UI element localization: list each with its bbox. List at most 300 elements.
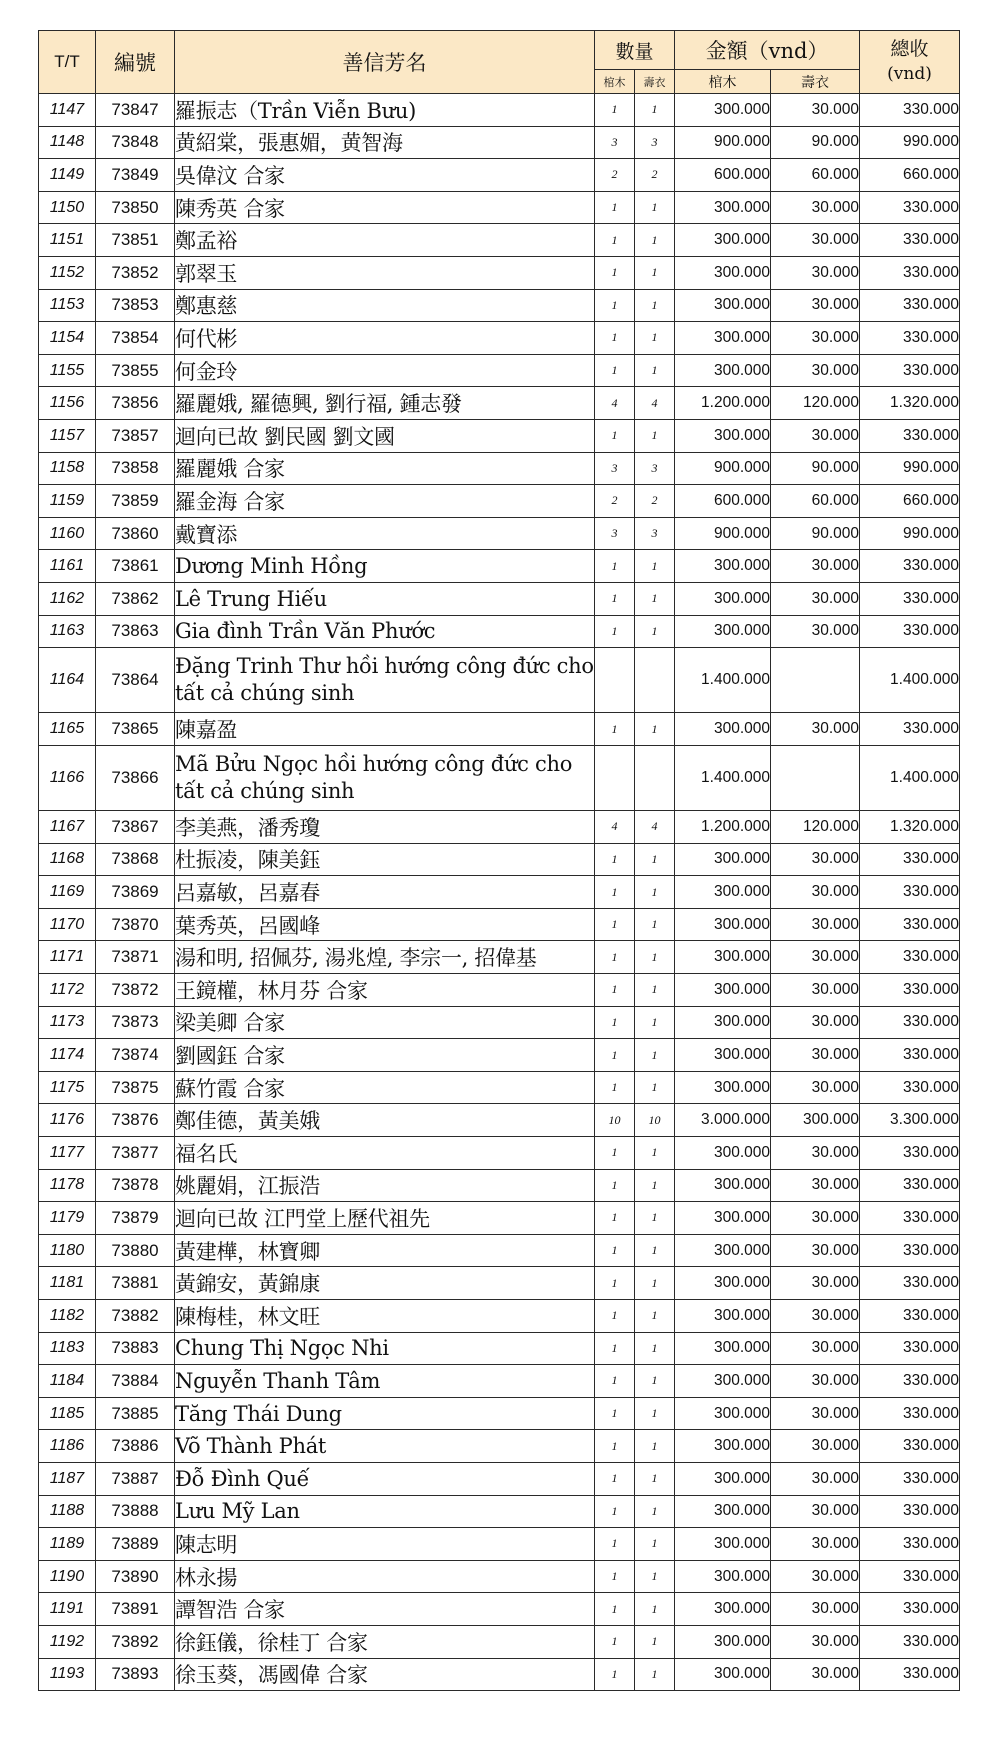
row-amount-coffin: 300.000 bbox=[675, 94, 771, 127]
row-code: 73880 bbox=[96, 1234, 175, 1267]
table-row bbox=[39, 1658, 960, 1691]
table-row bbox=[39, 1462, 960, 1495]
row-amount-shroud: 30.000 bbox=[771, 843, 860, 876]
row-amount-shroud: 30.000 bbox=[771, 1462, 860, 1495]
row-donor-name: Gia đình Trần Văn Phước bbox=[175, 615, 595, 648]
row-amount-shroud: 30.000 bbox=[771, 713, 860, 746]
row-donor-name: 戴寶添 bbox=[175, 517, 595, 550]
row-donor-name: 林永揚 bbox=[175, 1560, 595, 1593]
row-number: 1191 bbox=[39, 1593, 96, 1626]
row-total: 3.300.000 bbox=[860, 1104, 960, 1137]
row-donor-name: 呂嘉敏，呂嘉春 bbox=[175, 876, 595, 909]
row-qty-shroud: 1 bbox=[635, 256, 675, 289]
row-qty-coffin: 2 bbox=[595, 159, 635, 192]
row-amount-shroud: 30.000 bbox=[771, 1137, 860, 1170]
row-donor-name: Chung Thị Ngọc Nhi bbox=[175, 1332, 595, 1365]
row-donor-name: 姚麗娟，江振浩 bbox=[175, 1169, 595, 1202]
row-donor-name: 葉秀英，呂國峰 bbox=[175, 908, 595, 941]
table-row bbox=[39, 517, 960, 550]
row-amount-coffin: 300.000 bbox=[675, 1006, 771, 1039]
row-qty-shroud: 1 bbox=[635, 1234, 675, 1267]
row-donor-name: 福名氏 bbox=[175, 1137, 595, 1170]
row-total: 330.000 bbox=[860, 419, 960, 452]
row-qty-shroud: 1 bbox=[635, 1658, 675, 1691]
row-qty-shroud: 1 bbox=[635, 1528, 675, 1561]
row-qty-coffin: 1 bbox=[595, 354, 635, 387]
donation-sheet bbox=[38, 30, 959, 1691]
row-qty-shroud: 1 bbox=[635, 582, 675, 615]
row-donor-name: Mã Bửu Ngọc hồi hướng công đức cho tất cả chúng sinh bbox=[175, 745, 595, 810]
row-qty-coffin: 3 bbox=[595, 126, 635, 159]
row-qty-coffin: 4 bbox=[595, 387, 635, 420]
row-qty-shroud: 1 bbox=[635, 941, 675, 974]
row-code: 73874 bbox=[96, 1039, 175, 1072]
row-donor-name: 陳嘉盈 bbox=[175, 713, 595, 746]
row-code: 73885 bbox=[96, 1397, 175, 1430]
row-donor-name: 李美燕，潘秀瓊 bbox=[175, 811, 595, 844]
row-amount-shroud: 30.000 bbox=[771, 1234, 860, 1267]
row-code: 73852 bbox=[96, 256, 175, 289]
row-donor-name: 王鏡權，林月芬 合家 bbox=[175, 974, 595, 1007]
row-amount-shroud: 60.000 bbox=[771, 159, 860, 192]
row-amount-coffin: 300.000 bbox=[675, 843, 771, 876]
row-amount-coffin: 300.000 bbox=[675, 1365, 771, 1398]
row-donor-name: 梁美卿 合家 bbox=[175, 1006, 595, 1039]
row-amount-shroud: 30.000 bbox=[771, 1169, 860, 1202]
row-code: 73878 bbox=[96, 1169, 175, 1202]
row-qty-coffin: 1 bbox=[595, 1332, 635, 1365]
row-donor-name: Võ Thành Phát bbox=[175, 1430, 595, 1463]
row-code: 73876 bbox=[96, 1104, 175, 1137]
row-number: 1176 bbox=[39, 1104, 96, 1137]
row-qty-coffin: 1 bbox=[595, 1169, 635, 1202]
row-amount-coffin: 300.000 bbox=[675, 1202, 771, 1235]
subheader-qty-shroud: 壽衣 bbox=[635, 70, 675, 94]
row-qty-coffin: 1 bbox=[595, 1267, 635, 1300]
table-row bbox=[39, 811, 960, 844]
row-amount-shroud: 30.000 bbox=[771, 550, 860, 583]
table-row bbox=[39, 1365, 960, 1398]
row-total: 990.000 bbox=[860, 126, 960, 159]
row-qty-shroud: 1 bbox=[635, 1560, 675, 1593]
table-row bbox=[39, 289, 960, 322]
row-total: 330.000 bbox=[860, 322, 960, 355]
row-amount-shroud: 30.000 bbox=[771, 1397, 860, 1430]
row-qty-shroud: 1 bbox=[635, 876, 675, 909]
row-qty-shroud: 1 bbox=[635, 94, 675, 127]
donation-table bbox=[38, 30, 960, 1691]
row-number: 1186 bbox=[39, 1430, 96, 1463]
row-donor-name: Đặng Trinh Thư hồi hướng công đức cho tất cả chúng sinh bbox=[175, 648, 595, 713]
row-total: 1.400.000 bbox=[860, 745, 960, 810]
table-row bbox=[39, 322, 960, 355]
header-quantity: 數量 bbox=[595, 31, 675, 70]
table-row bbox=[39, 1104, 960, 1137]
row-amount-coffin: 300.000 bbox=[675, 191, 771, 224]
row-amount-shroud: 30.000 bbox=[771, 941, 860, 974]
row-code: 73889 bbox=[96, 1528, 175, 1561]
row-code: 73850 bbox=[96, 191, 175, 224]
row-code: 73868 bbox=[96, 843, 175, 876]
row-total: 330.000 bbox=[860, 256, 960, 289]
row-qty-shroud: 3 bbox=[635, 452, 675, 485]
row-donor-name: Đỗ Đình Quế bbox=[175, 1462, 595, 1495]
row-amount-coffin: 1.200.000 bbox=[675, 811, 771, 844]
row-qty-shroud: 1 bbox=[635, 1039, 675, 1072]
row-total: 1.400.000 bbox=[860, 648, 960, 713]
row-amount-shroud: 90.000 bbox=[771, 517, 860, 550]
row-amount-shroud: 30.000 bbox=[771, 908, 860, 941]
table-row bbox=[39, 191, 960, 224]
row-amount-shroud: 30.000 bbox=[771, 224, 860, 257]
row-donor-name: 黃建樺，林寶卿 bbox=[175, 1234, 595, 1267]
row-qty-shroud: 1 bbox=[635, 1332, 675, 1365]
row-qty-shroud: 1 bbox=[635, 1625, 675, 1658]
table-row bbox=[39, 876, 960, 909]
row-donor-name: 羅振志（Trần Viễn Bưu) bbox=[175, 94, 595, 127]
row-qty-coffin: 1 bbox=[595, 419, 635, 452]
row-qty-coffin: 1 bbox=[595, 1365, 635, 1398]
row-amount-coffin: 300.000 bbox=[675, 1560, 771, 1593]
row-number: 1189 bbox=[39, 1528, 96, 1561]
table-row bbox=[39, 745, 960, 810]
table-row bbox=[39, 485, 960, 518]
header-total-line2: (vnd) bbox=[887, 64, 932, 84]
row-total: 330.000 bbox=[860, 550, 960, 583]
table-row bbox=[39, 354, 960, 387]
row-code: 73856 bbox=[96, 387, 175, 420]
row-qty-coffin: 1 bbox=[595, 1625, 635, 1658]
row-donor-name: Lưu Mỹ Lan bbox=[175, 1495, 595, 1528]
row-amount-shroud: 30.000 bbox=[771, 1625, 860, 1658]
row-donor-name: 徐鈺儀，徐桂丁 合家 bbox=[175, 1625, 595, 1658]
row-number: 1151 bbox=[39, 224, 96, 257]
row-code: 73851 bbox=[96, 224, 175, 257]
table-row bbox=[39, 615, 960, 648]
row-amount-shroud: 30.000 bbox=[771, 1202, 860, 1235]
row-qty-coffin: 1 bbox=[595, 1560, 635, 1593]
row-amount-coffin: 600.000 bbox=[675, 159, 771, 192]
row-donor-name: 鄭惠慈 bbox=[175, 289, 595, 322]
row-qty-coffin: 1 bbox=[595, 1202, 635, 1235]
row-qty-coffin: 1 bbox=[595, 1658, 635, 1691]
row-total: 330.000 bbox=[860, 876, 960, 909]
row-total: 330.000 bbox=[860, 1397, 960, 1430]
row-number: 1190 bbox=[39, 1560, 96, 1593]
row-total: 330.000 bbox=[860, 1169, 960, 1202]
row-amount-coffin: 300.000 bbox=[675, 1658, 771, 1691]
row-qty-coffin: 1 bbox=[595, 615, 635, 648]
row-qty-coffin: 1 bbox=[595, 94, 635, 127]
row-amount-shroud: 30.000 bbox=[771, 419, 860, 452]
row-amount-coffin: 3.000.000 bbox=[675, 1104, 771, 1137]
table-row bbox=[39, 1430, 960, 1463]
row-donor-name: 羅金海 合家 bbox=[175, 485, 595, 518]
row-code: 73881 bbox=[96, 1267, 175, 1300]
row-number: 1171 bbox=[39, 941, 96, 974]
row-amount-coffin: 300.000 bbox=[675, 1625, 771, 1658]
row-qty-shroud: 1 bbox=[635, 1495, 675, 1528]
row-amount-shroud: 30.000 bbox=[771, 191, 860, 224]
row-code: 73893 bbox=[96, 1658, 175, 1691]
row-qty-coffin: 2 bbox=[595, 485, 635, 518]
row-qty-coffin: 1 bbox=[595, 876, 635, 909]
row-amount-coffin: 300.000 bbox=[675, 1267, 771, 1300]
row-amount-shroud: 90.000 bbox=[771, 126, 860, 159]
row-qty-coffin: 1 bbox=[595, 713, 635, 746]
row-number: 1148 bbox=[39, 126, 96, 159]
row-qty-coffin: 1 bbox=[595, 1528, 635, 1561]
row-number: 1188 bbox=[39, 1495, 96, 1528]
row-qty-shroud: 1 bbox=[635, 974, 675, 1007]
row-amount-coffin: 300.000 bbox=[675, 582, 771, 615]
row-code: 73863 bbox=[96, 615, 175, 648]
row-amount-shroud: 300.000 bbox=[771, 1104, 860, 1137]
row-amount-shroud: 30.000 bbox=[771, 1593, 860, 1626]
table-row bbox=[39, 1528, 960, 1561]
table-row bbox=[39, 1397, 960, 1430]
row-amount-shroud: 30.000 bbox=[771, 1658, 860, 1691]
row-number: 1178 bbox=[39, 1169, 96, 1202]
row-amount-coffin: 1.400.000 bbox=[675, 648, 771, 713]
row-total: 330.000 bbox=[860, 1430, 960, 1463]
row-total: 330.000 bbox=[860, 1560, 960, 1593]
row-code: 73890 bbox=[96, 1560, 175, 1593]
row-code: 73855 bbox=[96, 354, 175, 387]
row-number: 1192 bbox=[39, 1625, 96, 1658]
header-amount: 金額（vnd） bbox=[675, 31, 860, 70]
row-number: 1147 bbox=[39, 94, 96, 127]
row-number: 1165 bbox=[39, 713, 96, 746]
row-donor-name: 譚智浩 合家 bbox=[175, 1593, 595, 1626]
row-qty-shroud: 1 bbox=[635, 908, 675, 941]
table-row bbox=[39, 1593, 960, 1626]
row-code: 73882 bbox=[96, 1299, 175, 1332]
row-number: 1185 bbox=[39, 1397, 96, 1430]
table-row bbox=[39, 1169, 960, 1202]
row-qty-shroud: 1 bbox=[635, 191, 675, 224]
table-row bbox=[39, 1234, 960, 1267]
row-number: 1177 bbox=[39, 1137, 96, 1170]
row-total: 330.000 bbox=[860, 289, 960, 322]
row-total: 330.000 bbox=[860, 1137, 960, 1170]
row-total: 660.000 bbox=[860, 159, 960, 192]
row-amount-shroud: 30.000 bbox=[771, 1039, 860, 1072]
row-amount-coffin: 300.000 bbox=[675, 1234, 771, 1267]
table-row bbox=[39, 1137, 960, 1170]
row-donor-name: Tăng Thái Dung bbox=[175, 1397, 595, 1430]
table-row bbox=[39, 941, 960, 974]
row-amount-shroud: 30.000 bbox=[771, 1006, 860, 1039]
table-row bbox=[39, 126, 960, 159]
row-qty-coffin: 1 bbox=[595, 1039, 635, 1072]
row-qty-coffin: 1 bbox=[595, 322, 635, 355]
row-qty-shroud: 4 bbox=[635, 387, 675, 420]
row-code: 73849 bbox=[96, 159, 175, 192]
row-total: 330.000 bbox=[860, 224, 960, 257]
table-row bbox=[39, 94, 960, 127]
row-number: 1173 bbox=[39, 1006, 96, 1039]
row-qty-coffin: 1 bbox=[595, 1299, 635, 1332]
row-qty-coffin: 3 bbox=[595, 517, 635, 550]
row-code: 73847 bbox=[96, 94, 175, 127]
row-number: 1152 bbox=[39, 256, 96, 289]
row-donor-name: 劉國鈺 合家 bbox=[175, 1039, 595, 1072]
row-total: 990.000 bbox=[860, 452, 960, 485]
table-row bbox=[39, 1495, 960, 1528]
row-number: 1157 bbox=[39, 419, 96, 452]
row-code: 73866 bbox=[96, 745, 175, 810]
row-amount-shroud: 30.000 bbox=[771, 256, 860, 289]
row-number: 1161 bbox=[39, 550, 96, 583]
row-total: 660.000 bbox=[860, 485, 960, 518]
row-qty-coffin: 1 bbox=[595, 1137, 635, 1170]
row-amount-shroud: 30.000 bbox=[771, 322, 860, 355]
row-qty-shroud: 1 bbox=[635, 1267, 675, 1300]
table-row bbox=[39, 1267, 960, 1300]
row-amount-coffin: 1.400.000 bbox=[675, 745, 771, 810]
row-donor-name: 何代彬 bbox=[175, 322, 595, 355]
row-amount-coffin: 300.000 bbox=[675, 224, 771, 257]
row-amount-coffin: 300.000 bbox=[675, 974, 771, 1007]
row-qty-shroud: 2 bbox=[635, 159, 675, 192]
row-qty-shroud: 2 bbox=[635, 485, 675, 518]
subheader-qty-coffin: 棺木 bbox=[595, 70, 635, 94]
table-row bbox=[39, 1299, 960, 1332]
row-code: 73879 bbox=[96, 1202, 175, 1235]
table-row bbox=[39, 159, 960, 192]
row-qty-coffin: 4 bbox=[595, 811, 635, 844]
row-amount-coffin: 300.000 bbox=[675, 908, 771, 941]
row-total: 330.000 bbox=[860, 713, 960, 746]
table-row bbox=[39, 843, 960, 876]
row-code: 73884 bbox=[96, 1365, 175, 1398]
row-code: 73853 bbox=[96, 289, 175, 322]
table-row bbox=[39, 648, 960, 713]
row-amount-shroud: 30.000 bbox=[771, 94, 860, 127]
row-code: 73860 bbox=[96, 517, 175, 550]
row-donor-name: 鄭佳德，黃美娥 bbox=[175, 1104, 595, 1137]
row-amount-shroud: 120.000 bbox=[771, 811, 860, 844]
row-donor-name: 杜振凌，陳美鈺 bbox=[175, 843, 595, 876]
row-number: 1184 bbox=[39, 1365, 96, 1398]
row-number: 1166 bbox=[39, 745, 96, 810]
row-amount-shroud: 30.000 bbox=[771, 1267, 860, 1300]
row-qty-shroud: 3 bbox=[635, 517, 675, 550]
table-row bbox=[39, 908, 960, 941]
row-amount-coffin: 300.000 bbox=[675, 1039, 771, 1072]
row-total: 330.000 bbox=[860, 191, 960, 224]
table-row bbox=[39, 1039, 960, 1072]
row-qty-shroud bbox=[635, 648, 675, 713]
row-code: 73857 bbox=[96, 419, 175, 452]
row-number: 1179 bbox=[39, 1202, 96, 1235]
row-total: 1.320.000 bbox=[860, 811, 960, 844]
row-number: 1149 bbox=[39, 159, 96, 192]
header-name: 善信芳名 bbox=[175, 31, 595, 94]
row-total: 330.000 bbox=[860, 354, 960, 387]
row-amount-shroud: 30.000 bbox=[771, 582, 860, 615]
row-code: 73854 bbox=[96, 322, 175, 355]
row-amount-shroud bbox=[771, 745, 860, 810]
row-amount-shroud: 30.000 bbox=[771, 1495, 860, 1528]
row-qty-shroud: 1 bbox=[635, 322, 675, 355]
row-amount-coffin: 300.000 bbox=[675, 322, 771, 355]
header-code: 編號 bbox=[96, 31, 175, 94]
row-amount-shroud: 30.000 bbox=[771, 1299, 860, 1332]
table-row bbox=[39, 452, 960, 485]
row-number: 1153 bbox=[39, 289, 96, 322]
row-number: 1181 bbox=[39, 1267, 96, 1300]
row-qty-coffin: 10 bbox=[595, 1104, 635, 1137]
row-qty-shroud: 1 bbox=[635, 1169, 675, 1202]
table-row bbox=[39, 974, 960, 1007]
row-code: 73862 bbox=[96, 582, 175, 615]
row-amount-shroud: 30.000 bbox=[771, 1528, 860, 1561]
row-amount-shroud: 90.000 bbox=[771, 452, 860, 485]
row-number: 1180 bbox=[39, 1234, 96, 1267]
row-qty-shroud: 1 bbox=[635, 1365, 675, 1398]
row-qty-coffin: 1 bbox=[595, 289, 635, 322]
row-donor-name: 湯和明, 招佩芬, 湯兆煌, 李宗一, 招偉基 bbox=[175, 941, 595, 974]
row-number: 1168 bbox=[39, 843, 96, 876]
row-donor-name: 吳偉汶 合家 bbox=[175, 159, 595, 192]
row-qty-shroud: 1 bbox=[635, 550, 675, 583]
row-donor-name: 羅麗娥, 羅德興, 劉行福, 鍾志發 bbox=[175, 387, 595, 420]
table-row bbox=[39, 1202, 960, 1235]
row-total: 330.000 bbox=[860, 1332, 960, 1365]
row-qty-coffin: 1 bbox=[595, 1071, 635, 1104]
row-qty-coffin: 1 bbox=[595, 974, 635, 1007]
row-qty-coffin: 1 bbox=[595, 1397, 635, 1430]
row-qty-coffin bbox=[595, 648, 635, 713]
row-total: 330.000 bbox=[860, 1365, 960, 1398]
row-amount-coffin: 300.000 bbox=[675, 1137, 771, 1170]
row-code: 73869 bbox=[96, 876, 175, 909]
row-amount-coffin: 300.000 bbox=[675, 1071, 771, 1104]
row-code: 73886 bbox=[96, 1430, 175, 1463]
row-qty-shroud: 1 bbox=[635, 419, 675, 452]
row-code: 73848 bbox=[96, 126, 175, 159]
row-code: 73867 bbox=[96, 811, 175, 844]
row-qty-coffin: 1 bbox=[595, 224, 635, 257]
row-donor-name: 黃錦安，黃錦康 bbox=[175, 1267, 595, 1300]
table-row bbox=[39, 1560, 960, 1593]
row-amount-shroud: 30.000 bbox=[771, 615, 860, 648]
row-amount-shroud: 30.000 bbox=[771, 1430, 860, 1463]
table-row bbox=[39, 1006, 960, 1039]
row-amount-coffin: 300.000 bbox=[675, 876, 771, 909]
row-qty-shroud: 1 bbox=[635, 1299, 675, 1332]
table-row bbox=[39, 550, 960, 583]
row-number: 1193 bbox=[39, 1658, 96, 1691]
row-amount-coffin: 300.000 bbox=[675, 615, 771, 648]
row-number: 1159 bbox=[39, 485, 96, 518]
row-amount-shroud: 30.000 bbox=[771, 974, 860, 1007]
row-qty-coffin: 1 bbox=[595, 256, 635, 289]
table-body bbox=[39, 94, 960, 1691]
row-total: 330.000 bbox=[860, 582, 960, 615]
row-total: 330.000 bbox=[860, 1625, 960, 1658]
row-total: 330.000 bbox=[860, 1071, 960, 1104]
row-amount-shroud: 30.000 bbox=[771, 876, 860, 909]
row-total: 330.000 bbox=[860, 941, 960, 974]
row-donor-name: 鄭孟裕 bbox=[175, 224, 595, 257]
row-code: 73864 bbox=[96, 648, 175, 713]
table-row bbox=[39, 256, 960, 289]
row-donor-name: 陳秀英 合家 bbox=[175, 191, 595, 224]
table-row bbox=[39, 582, 960, 615]
